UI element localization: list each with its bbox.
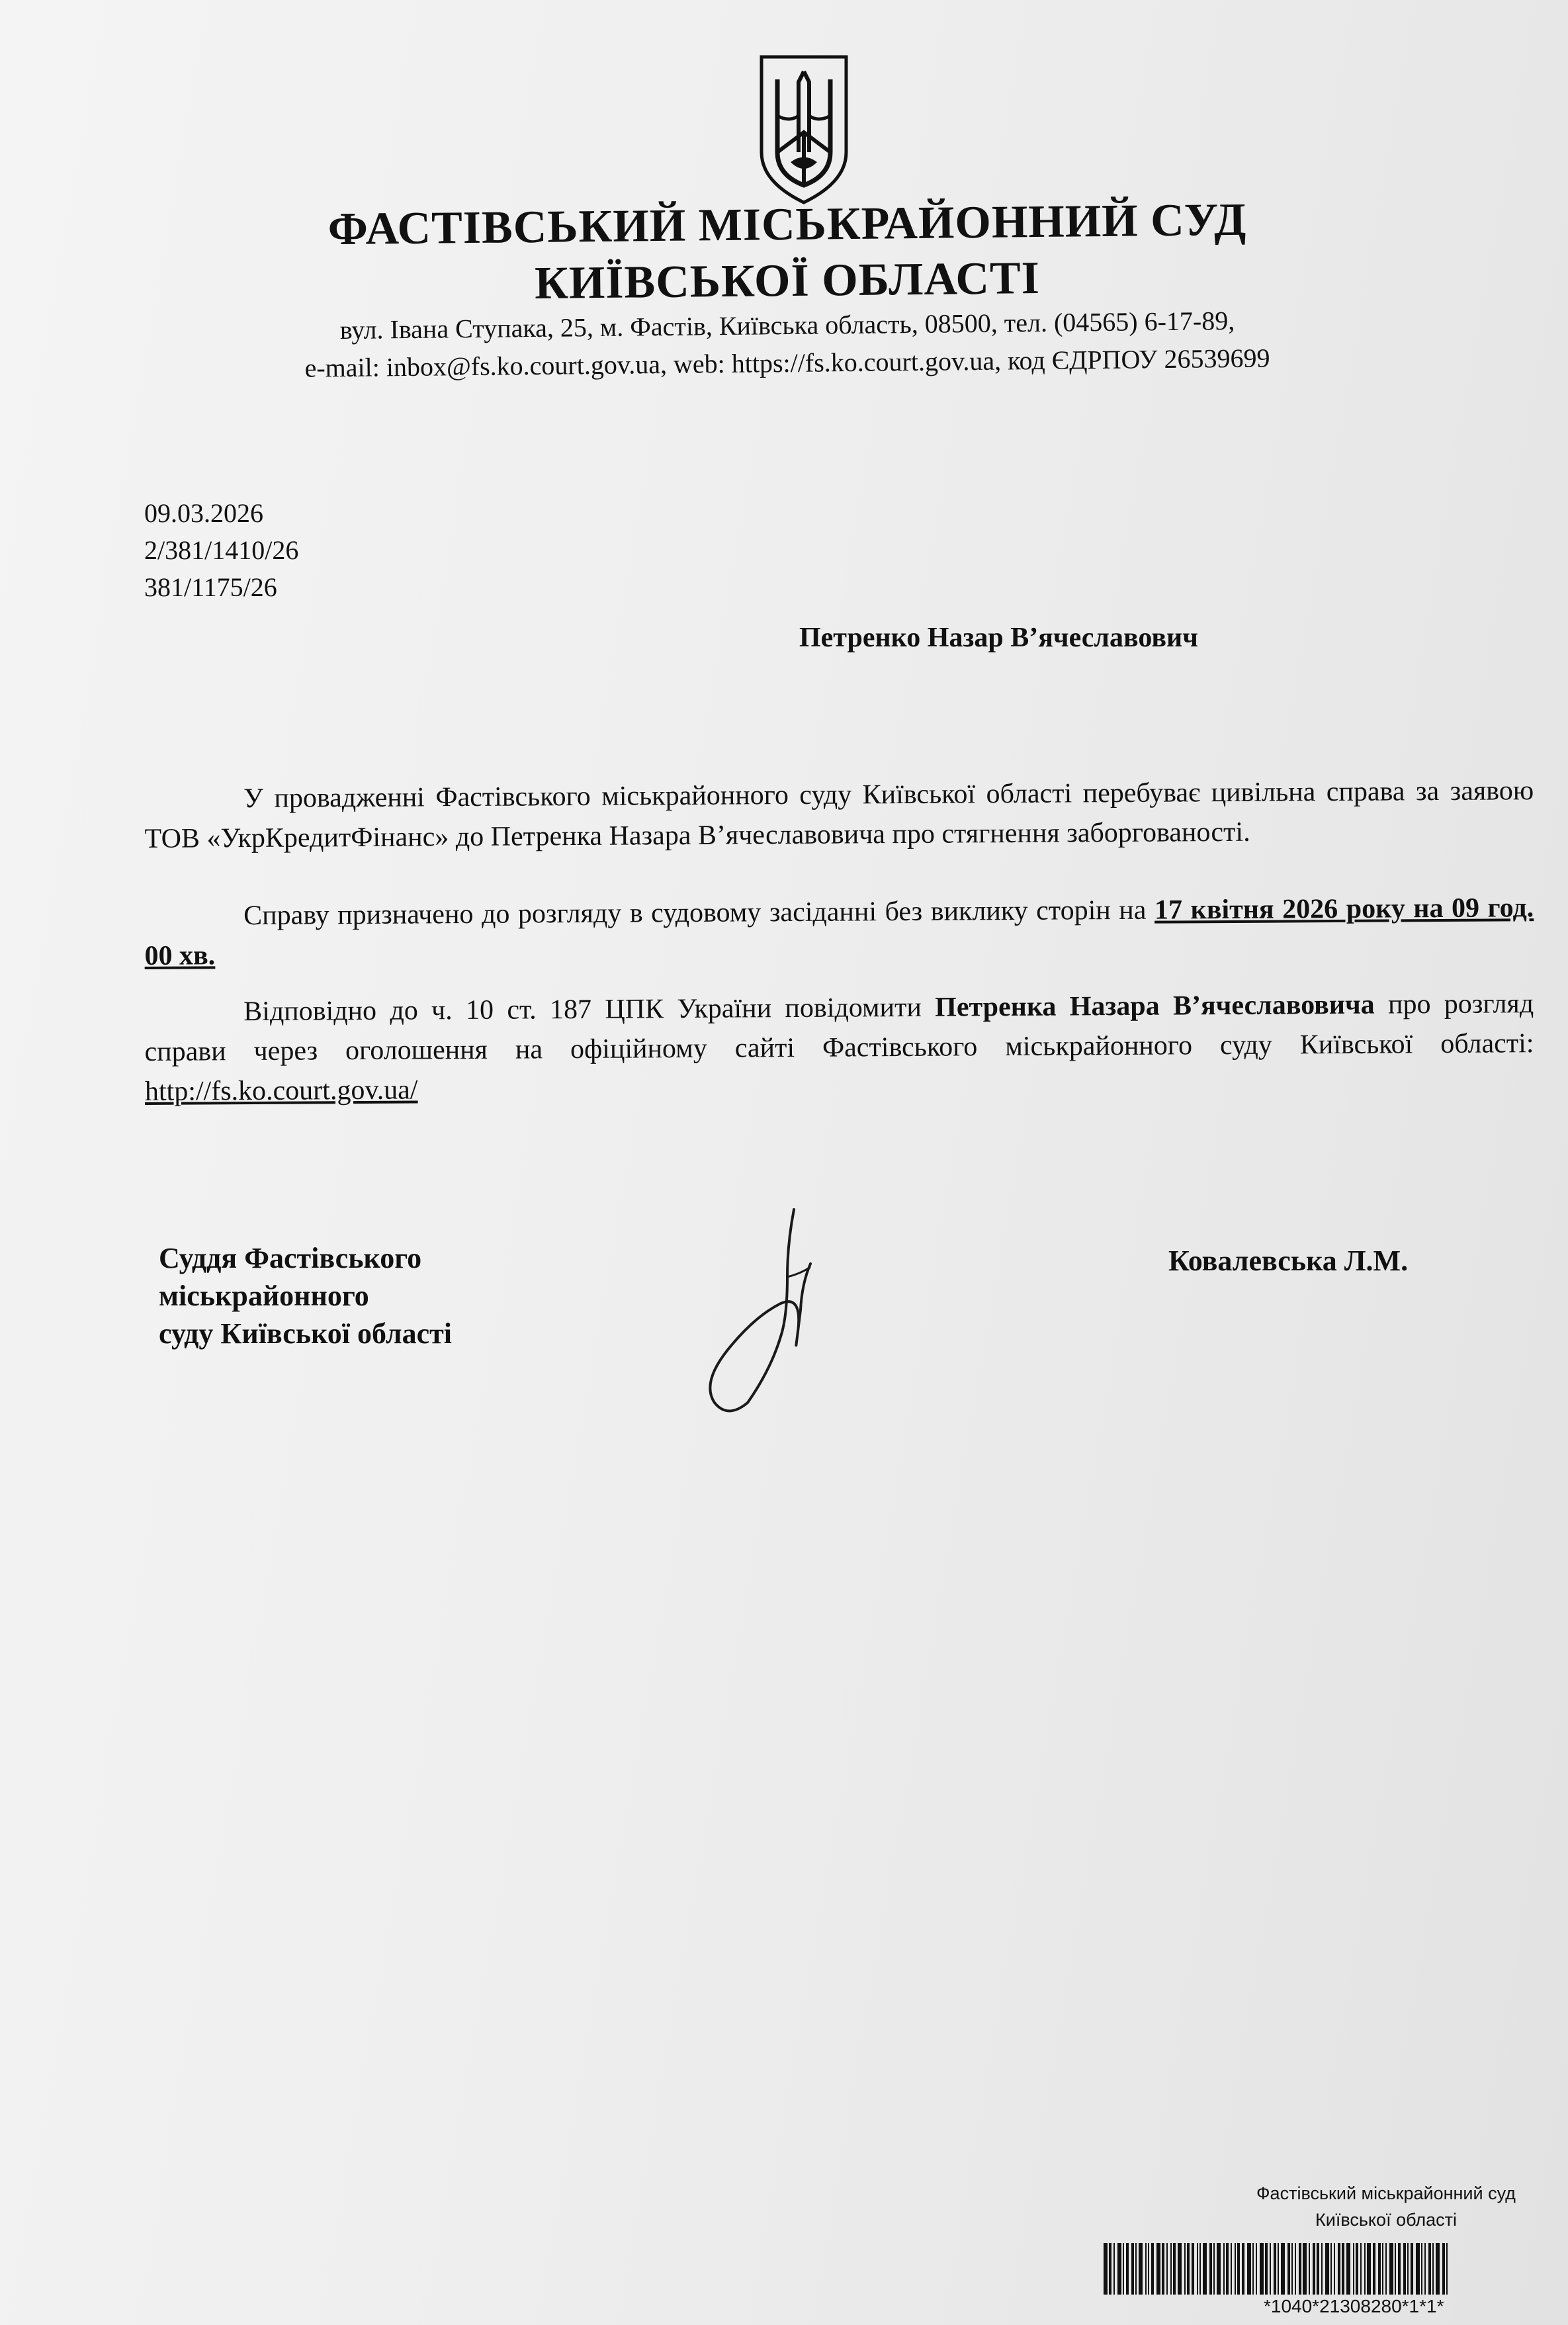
- judge-title-line1: Суддя Фастівського: [159, 1242, 422, 1274]
- barcode-bar: [1313, 2243, 1315, 2295]
- barcode-bar: [1209, 2243, 1212, 2295]
- judge-title-line3: суду Київської області: [159, 1317, 452, 1350]
- barcode-bar: [1242, 2243, 1244, 2295]
- hearing-intro: Справу призначено до розгляду в судовому засіданні без виклику сторін на: [243, 895, 1155, 932]
- barcode-bar: [1367, 2243, 1371, 2295]
- barcode-bar: [1338, 2243, 1340, 2295]
- tryzub-coat-of-arms-icon: [758, 53, 850, 206]
- barcode-bar: [1135, 2243, 1137, 2295]
- barcode-bar: [1104, 2243, 1108, 2295]
- barcode-bar: [1446, 2243, 1448, 2295]
- barcode-bar: [1109, 2243, 1111, 2295]
- barcode-bar: [1187, 2243, 1190, 2295]
- barcode-bar: [1156, 2243, 1160, 2295]
- barcode-bar: [1411, 2243, 1413, 2295]
- body-paragraph-1: У провадженні Фастівського міськрайонного суду Київської області перебуває цивільна справа за заявою ТОВ «УкрКредитФінанс» до Петренка Назара В’ячеславовича про стягнення заборгованості.: [144, 775, 1534, 854]
- barcode-bar: [1247, 2243, 1251, 2295]
- barcode-bar: [1162, 2243, 1164, 2295]
- barcode-bar: [1421, 2243, 1422, 2295]
- barcode-bar: [1217, 2243, 1221, 2295]
- barcode-bar: [1299, 2243, 1301, 2295]
- court-website-link[interactable]: http://fs.ko.court.gov.ua/: [144, 1075, 418, 1107]
- barcode-bar: [1231, 2243, 1232, 2295]
- defendant-name: Петренка Назара В’ячеславовича: [935, 989, 1375, 1023]
- barcode-bar: [1309, 2243, 1310, 2295]
- barcode-bar: [1428, 2243, 1431, 2295]
- barcode-bar: [1334, 2243, 1335, 2295]
- barcode-bar: [1403, 2243, 1406, 2295]
- barcode-bar: [1407, 2243, 1409, 2295]
- barcode-bar: [1303, 2243, 1307, 2295]
- barcode-bar: [1436, 2243, 1440, 2295]
- court-address: вул. Івана Ступака, 25, м. Фастів, Київська область, 08500, тел. (04565) 6-17-89,: [339, 305, 1235, 345]
- barcode-bar: [1260, 2243, 1264, 2295]
- outgoing-number: 2/381/1410/26: [144, 535, 299, 565]
- barcode-bar: [1170, 2243, 1172, 2295]
- registry-stamp-court: Фастівський міськрайонний суд: [1256, 2183, 1516, 2203]
- barcode-bar: [1432, 2243, 1434, 2295]
- barcode-bar: [1235, 2243, 1236, 2295]
- barcode-bar: [1139, 2243, 1143, 2295]
- barcode-bar: [1148, 2243, 1149, 2295]
- barcode-bar: [1265, 2243, 1268, 2295]
- registry-stamp-region: Київської області: [1315, 2210, 1457, 2230]
- barcode-bar: [1213, 2243, 1215, 2295]
- barcode-bar: [1325, 2243, 1329, 2295]
- barcode-bar: [1123, 2243, 1124, 2295]
- barcode-bar: [1389, 2243, 1393, 2295]
- barcode-bar: [1364, 2243, 1366, 2295]
- barcode-bar: [1256, 2243, 1257, 2295]
- barcode-bar: [1113, 2243, 1115, 2295]
- body-paragraph-3: [144, 984, 1534, 1112]
- barcode-bar: [1203, 2243, 1207, 2295]
- barcode-bar: [1356, 2243, 1358, 2295]
- handwritten-signature-icon: [688, 1204, 847, 1416]
- barcode-bar: [1197, 2243, 1198, 2295]
- barcode-bar: [1373, 2243, 1375, 2295]
- judge-title-line2: міськрайонного: [159, 1280, 369, 1312]
- body-paragraph-2: [144, 888, 1534, 976]
- barcode-bar: [1184, 2243, 1186, 2295]
- barcode-bar: [1424, 2243, 1426, 2295]
- barcode-bar: [1270, 2243, 1271, 2295]
- barcode-bar: [1166, 2243, 1168, 2295]
- barcode-bar: [1199, 2243, 1201, 2295]
- barcode-bar: [1378, 2243, 1381, 2295]
- notice-text: про розгляд справи через оголошення на офіційному сайті Фастівського міськрайонного суду Київської області:: [144, 988, 1534, 1067]
- barcode-bar: [1223, 2243, 1225, 2295]
- barcode-bar: [1346, 2243, 1350, 2295]
- court-name-line1: ФАСТІВСЬКИЙ МІСЬКРАЙОННИЙ СУД: [327, 194, 1247, 255]
- barcode-bar: [1398, 2243, 1401, 2295]
- barcode-bar: [1416, 2243, 1420, 2295]
- court-name-line2: КИЇВСЬКОЇ ОБЛАСТІ: [534, 253, 1041, 309]
- notice-intro: Відповідно до ч. 10 ст. 187 ЦПК України повідомити: [243, 992, 936, 1028]
- barcode-bar: [1295, 2243, 1296, 2295]
- barcode-bar: [1442, 2243, 1445, 2295]
- barcode-bar: [1281, 2243, 1285, 2295]
- barcode-number: *1040*21308280*1*1*: [1264, 2296, 1444, 2316]
- barcode-bar: [1291, 2243, 1293, 2295]
- barcode-bar: [1287, 2243, 1290, 2295]
- barcode-bar: [1385, 2243, 1387, 2295]
- barcode-bar: [1126, 2243, 1129, 2295]
- barcode-bar: [1274, 2243, 1276, 2295]
- barcode-bar: [1131, 2243, 1134, 2295]
- barcode-bar: [1395, 2243, 1396, 2295]
- document-date: 09.03.2026: [144, 498, 263, 528]
- barcode-bar: [1252, 2243, 1254, 2295]
- judge-name: Ковалевська Л.М.: [1168, 1245, 1409, 1277]
- barcode-bar: [1173, 2243, 1176, 2295]
- barcode-bar: [1145, 2243, 1147, 2295]
- barcode-bar: [1226, 2243, 1229, 2295]
- case-number: 381/1175/26: [144, 572, 277, 602]
- hearing-datetime: 17 квітня 2026 року на 09 год. 00 хв.: [144, 893, 1534, 971]
- barcode-bar: [1353, 2243, 1354, 2295]
- recipient-name: Петренко Назар В’ячеславович: [799, 623, 1198, 653]
- barcode-icon: [1104, 2243, 1553, 2295]
- barcode-bar: [1317, 2243, 1319, 2295]
- barcode-bar: [1342, 2243, 1344, 2295]
- barcode-bar: [1117, 2243, 1121, 2295]
- barcode-bar: [1330, 2243, 1332, 2295]
- court-email-web: e-mail: inbox@fs.ko.court.gov.ua, web: https://fs.ko.court.gov.ua, код ЄДРПОУ 26539699: [304, 343, 1270, 383]
- barcode-bar: [1237, 2243, 1240, 2295]
- barcode-bar: [1382, 2243, 1383, 2295]
- barcode-bar: [1278, 2243, 1279, 2295]
- barcode-bar: [1178, 2243, 1182, 2295]
- barcode-bar: [1151, 2243, 1154, 2295]
- barcode-bar: [1360, 2243, 1362, 2295]
- barcode-bar: [1192, 2243, 1194, 2295]
- barcode-bar: [1321, 2243, 1323, 2295]
